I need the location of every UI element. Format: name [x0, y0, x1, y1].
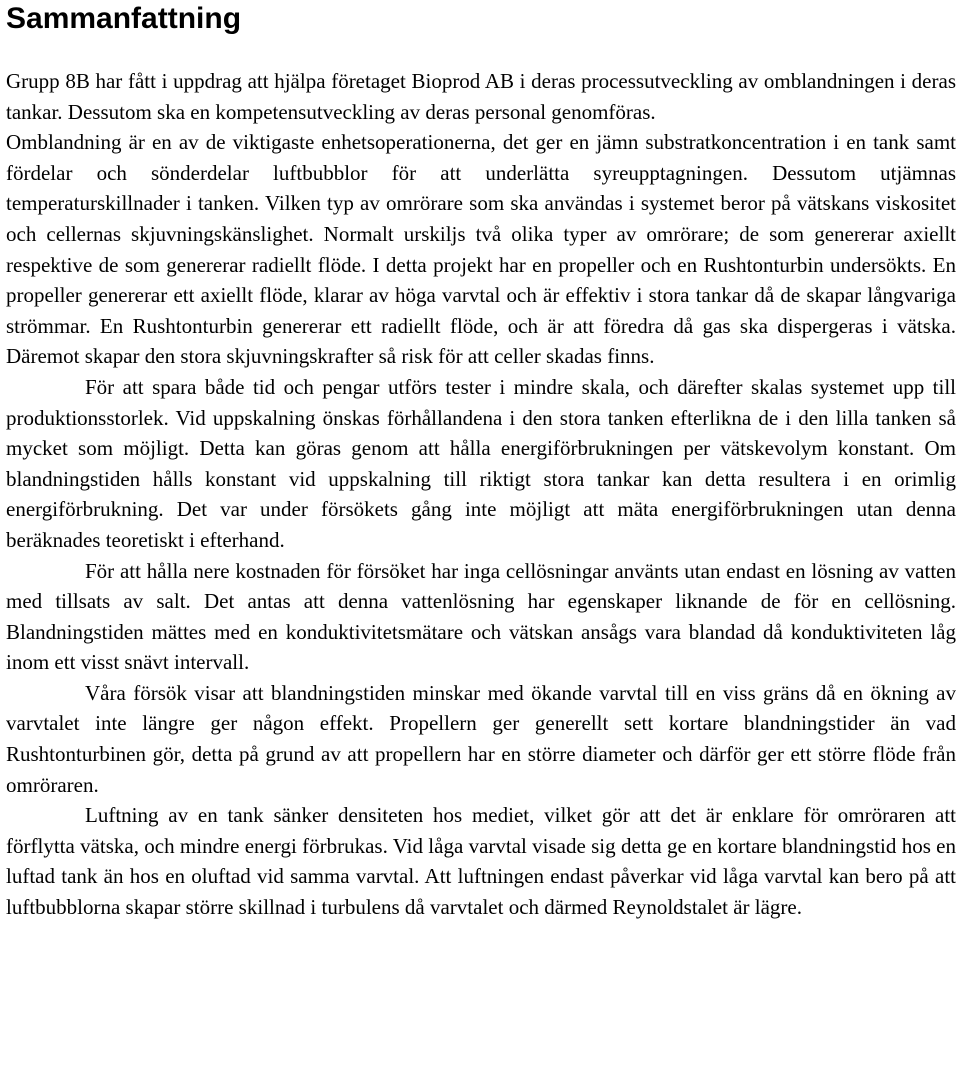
document-page	[6, 0, 956, 923]
paragraph-mixing-theory: Omblandning är en av de viktigaste enhetsoperationerna, det ger en jämn substratkoncentration i en tank samt fördelar och sönderdelar luftbubblor för att underlätta syreupptagningen. Dessutom utjämnas temperaturskillnader i tanken. Vilken typ av omrörare som ska användas i systemet beror på vätskans viskositet och cellernas skjuvningskänslighet. Normalt urskiljs två olika typer av omrörare; de som genererar axiellt respektive de som genererar radiellt flöde. I detta projekt har en propeller och en Rushtonturbin undersökts. En propeller genererar ett axiellt flöde, klarar av höga varvtal och är effektiv i stora tankar då de skapar långvariga strömmar. En Rushtonturbin genererar ett radiellt flöde, och är att föredra då gas ska dispergeras i vätska. Däremot skapar den stora skjuvningskrafter så risk för att celler skadas finns.	[6, 130, 956, 369]
paragraph-intro: Grupp 8B har fått i uppdrag att hjälpa företaget Bioprod AB i deras processutveckling av omblandningen i deras tankar. Dessutom ska en kompetensutveckling av deras personal genomföras.	[6, 69, 956, 124]
paragraph-results: Våra försök visar att blandningstiden minskar med ökande varvtal till en viss gräns då en ökning av varvtalet inte längre ger någon effekt. Propellern ger generellt sett kortare blandningstider än vad Rushtonturbinen gör, detta på grund av att propellern har en större diameter och därför ger ett större flöde från omröraren.	[6, 680, 956, 797]
paragraph-scale-up: För att spara både tid och pengar utförs tester i mindre skala, och därefter skalas systemet upp till produktionsstorlek. Vid uppskalning önskas förhållandena i den stora tanken efterlikna de i den lilla tanken så mycket som möjligt. Detta kan göras genom att hålla energiförbrukningen per vätskevolym konstant. Om blandningstiden hålls konstant vid uppskalning till riktigt stora tankar kan detta resultera i en orimlig energiförbrukning. Det var under försökets gång inte möjligt att mäta energiförbrukningen utan denna beräknades teoretiskt i efterhand.	[6, 374, 956, 552]
paragraph-aeration: Luftning av en tank sänker densiteten hos mediet, vilket gör att det är enklare för omröraren att förflytta vätska, och mindre energi förbrukas. Vid låga varvtal visade sig detta ge en kortare blandningstid hos en luftad tank än hos en oluftad vid samma varvtal. Att luftningen endast påverkar vid låga varvtal kan bero på att luftbubblorna skapar större skillnad i turbulens då varvtalet och därmed Reynoldstalet är lägre.	[6, 803, 956, 920]
summary-body	[6, 66, 956, 923]
paragraph-method: För att hålla nere kostnaden för försöket har inga cellösningar använts utan endast en lösning av vatten med tillsats av salt. Det antas att denna vattenlösning har egenskaper liknande de för en cellösning. Blandningstiden mättes med en konduktivitetsmätare och vätskan ansågs vara blandad då konduktiviteten låg inom ett visst snävt intervall.	[6, 558, 956, 675]
page-title: Sammanfattning	[6, 2, 242, 35]
